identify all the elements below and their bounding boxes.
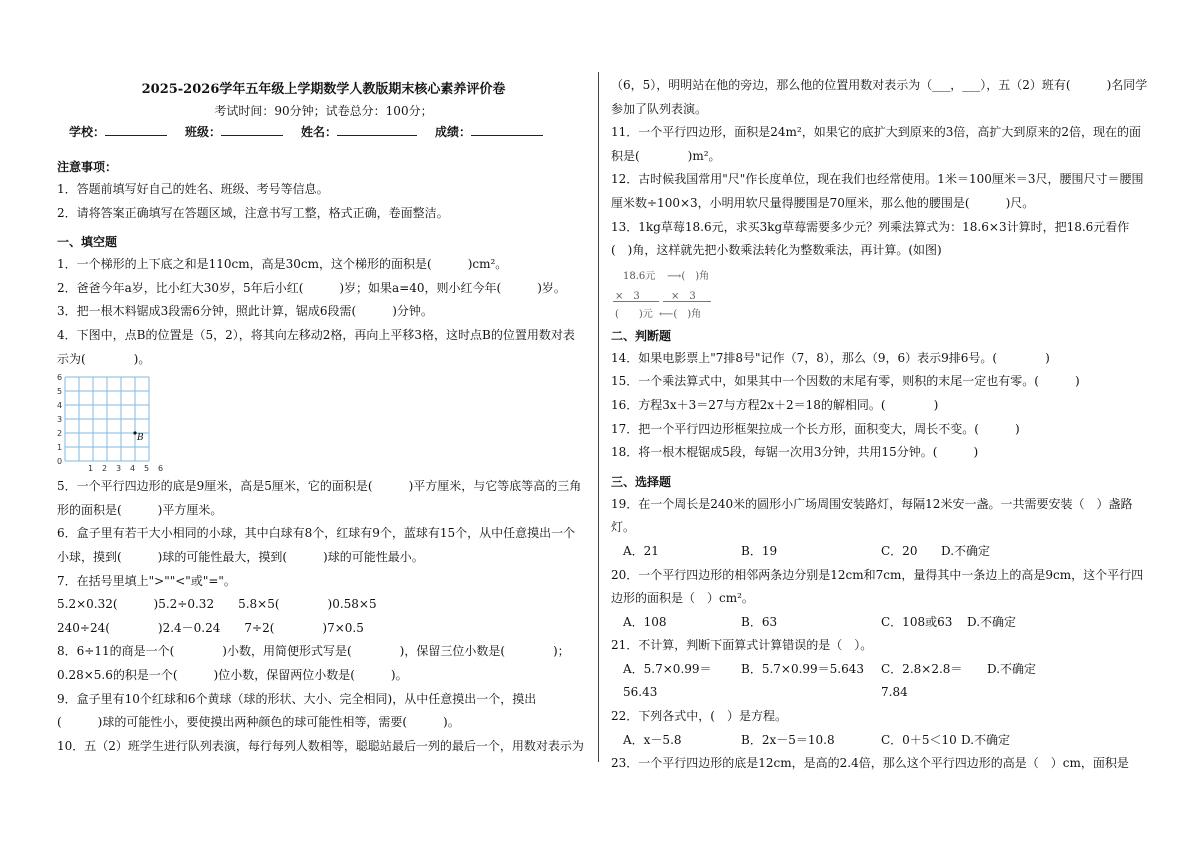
- question-22-options: [623, 729, 1151, 753]
- option-d[interactable]: D.不确定: [961, 732, 1011, 747]
- class-blank[interactable]: [221, 121, 283, 136]
- school-field[interactable]: [69, 121, 167, 142]
- question-17: 17．把一个平行四边形框架拉成一个长方形，面积变大，周长不变。( ): [611, 421, 1020, 436]
- fig-arrow-bottom: ⟵( )角: [659, 308, 702, 320]
- option-a[interactable]: A．21: [623, 543, 659, 558]
- question-7: 7．在括号里填上">""<"或"="。: [57, 573, 236, 588]
- question-4-line1: 4．下图中，点B的位置是（5，2），将其向左移动2格，再向上平移3格，这时点B的位置用数对表: [57, 327, 575, 342]
- question-7-row1: 5.2×0.32( )5.2÷0.32 5.8×5( )0.58×5: [57, 597, 377, 612]
- y-tick-label: 1: [57, 443, 63, 453]
- question-8-line2: 0.28×5.6的积是一个( )位小数，保留两位小数是( )。: [57, 667, 408, 682]
- question-16: 16．方程3x＋3＝27与方程2x＋2＝18的解相同。( ): [611, 397, 939, 412]
- exam-subtitle: 考试时间：90分钟；试卷总分：100分；: [214, 104, 433, 118]
- school-blank[interactable]: [105, 121, 167, 136]
- notes-heading: 注意事项：: [57, 160, 118, 174]
- question-9-line2: ( )球的可能性小，要使摸出两种颜色的球可能性相等，需要( )。: [57, 715, 460, 730]
- option-b[interactable]: B．5.7×0.99＝5.643: [741, 661, 865, 676]
- school-label: 学校：: [69, 125, 106, 139]
- question-21: 21．不计算，判断下面算式计算错误的是（ ）。: [611, 638, 873, 653]
- question-5-line2: 形的面积是( )平方厘米。: [57, 502, 223, 517]
- question-10-line1: 10．五（2）班学生进行队列表演，每行每列人数相等，聪聪站最后一列的最后一个，用数对表示为: [57, 738, 584, 753]
- question-1: 1．一个梯形的上下底之和是110cm，高是30cm，这个梯形的面积是( )cm²。: [57, 257, 508, 272]
- question-18: 18．将一根木棍锯成5段，每锯一次用3分钟，共用15分钟。( ): [611, 445, 979, 460]
- option-c[interactable]: C．0＋5＜10: [881, 732, 957, 747]
- question-13-line2: ( )角，这样就先把小数乘法转化为整数乘法，再计算。(如图): [611, 243, 942, 258]
- multiplication-figure: [611, 263, 1151, 319]
- question-20-options: [623, 611, 1151, 635]
- option-a[interactable]: A．5.7×0.99＝56.43: [623, 661, 712, 700]
- score-label: 成绩：: [435, 125, 472, 139]
- question-21-options: [623, 658, 1151, 705]
- option-b[interactable]: B．63: [741, 614, 778, 629]
- option-b[interactable]: B．2x－5＝10.8: [741, 732, 835, 747]
- option-b[interactable]: B．19: [741, 543, 778, 558]
- name-field[interactable]: [301, 121, 417, 142]
- question-12-line1: 12．古时候我国常用"尺"作长度单位，现在我们也经常使用。1米＝100厘米＝3尺，腰围尺寸＝腰围: [611, 172, 1144, 187]
- y-tick-label: 0: [57, 457, 63, 467]
- option-c[interactable]: C．20: [881, 543, 918, 558]
- coordinate-grid: [57, 373, 167, 473]
- question-7-row2: 240÷24( )2.4－0.24 7÷2( )7×0.5: [57, 620, 364, 635]
- left-column: [57, 74, 590, 758]
- question-4-line2: 示为( )。: [57, 351, 151, 366]
- score-blank[interactable]: [471, 121, 543, 136]
- question-11-line2: 积是( )m²。: [611, 148, 721, 163]
- y-tick-label: 5: [57, 387, 63, 397]
- question-19-options: [623, 540, 1151, 564]
- question-6-line1: 6．盒子里有若干大小相同的小球，其中白球有8个，红球有9个，蓝球有15个，从中任意摸出一个: [57, 526, 576, 541]
- option-d[interactable]: D.不确定: [967, 614, 1017, 629]
- coordinate-grid-figure: [57, 373, 590, 473]
- section-fill-heading: 一、填空题: [57, 235, 118, 250]
- fig-line-right: [663, 301, 711, 302]
- question-3: 3．把一根木料锯成3段需6分钟，照此计算，锯成6段需( )分钟。: [57, 304, 433, 319]
- name-blank[interactable]: [337, 121, 417, 136]
- question-5-line1: 5．一个平行四边形的底是9厘米，高是5厘米，它的面积是( )平方厘米，与它等底等高的三角: [57, 479, 582, 494]
- option-a[interactable]: A．x－5.8: [623, 732, 682, 747]
- question-10-line2: （6，5），明明站在他的旁边，那么他的位置用数对表示为（___，___），五（2）班有( )名同学: [611, 78, 1148, 92]
- note-item: 1．答题前填写好自己的姓名、班级、考号等信息。: [57, 182, 329, 196]
- question-19-line1: 19．在一个周长是240米的圆形小广场周围安装路灯，每隔12米安一盏。一共需要安装（ ）盏路: [611, 496, 1133, 511]
- student-info-row: [69, 121, 590, 142]
- fig-top-left: 18.6元: [623, 270, 656, 282]
- class-label: 班级：: [185, 125, 222, 139]
- question-11-line1: 11．一个平行四边形，面积是24m²，如果它的底扩大到原来的3倍，高扩大到原来的2倍，现在的面: [611, 125, 1142, 140]
- question-9-line1: 9．盒子里有10个红球和6个黄球（球的形状、大小、完全相同)，从中任意摸出一个，摸出: [57, 691, 537, 706]
- exam-title: 2025-2026学年五年级上学期数学人教版期末核心素养评价卷: [141, 82, 506, 97]
- question-20-line1: 20．一个平行四边形的相邻两条边分别是12cm和7cm，量得其中一条边上的高是9cm，这个平行四: [611, 567, 1144, 582]
- point-b-label: B: [137, 433, 144, 444]
- question-6-line2: 小球，摸到( )球的可能性最大，摸到( )球的可能性最小。: [57, 549, 424, 564]
- question-20-line2: 边形的面积是（ ）cm²。: [611, 591, 754, 606]
- fig-line-left: [613, 301, 659, 302]
- y-tick-label: 3: [57, 415, 63, 425]
- question-23: 23．一个平行四边形的底是12cm，是高的2.4倍，那么这个平行四边形的高是（ ）cm，面积是: [611, 756, 1129, 771]
- question-13-line1: 13．1kg草莓18.6元，求买3kg草莓需要多少元？列乘法算式为：18.6×3计算时，把18.6元看作: [611, 219, 1130, 234]
- x-tick-label: 5: [144, 464, 150, 474]
- column-divider: [598, 72, 599, 762]
- section-judge-heading: 二、判断题: [611, 328, 672, 343]
- y-tick-label: 2: [57, 429, 63, 439]
- right-column: [611, 74, 1151, 776]
- question-8-line1: 8．6÷11的商是一个( )小数，用简便形式写是( )，保留三位小数是( )；: [57, 644, 570, 659]
- option-d[interactable]: D.不确定: [941, 543, 991, 558]
- question-14: 14．如果电影票上"7排8号"记作（7，8），那么（9，6）表示9排6号。( ): [611, 350, 1050, 365]
- section-choice-heading: 三、选择题: [611, 474, 672, 489]
- x-tick-label: 6: [158, 464, 164, 474]
- question-22: 22．下列各式中，( ）是方程。: [611, 709, 787, 724]
- fig-times-left: × 3: [615, 290, 640, 302]
- x-tick-label: 2: [102, 464, 108, 474]
- y-tick-label: 6: [57, 373, 63, 383]
- option-c[interactable]: C．2.8×2.8＝7.84: [881, 661, 963, 700]
- fig-arrow-top: ⟶( )角: [667, 270, 710, 282]
- question-10-line3: 参加了队列表演。: [611, 101, 708, 116]
- question-19-line2: 灯。: [611, 520, 636, 535]
- x-tick-label: 1: [88, 464, 94, 474]
- option-d[interactable]: D.不确定: [987, 661, 1037, 676]
- score-field[interactable]: [435, 121, 543, 142]
- fig-times-right: × 3: [671, 290, 696, 302]
- option-a[interactable]: A．108: [623, 614, 667, 629]
- question-15: 15．一个乘法算式中，如果其中一个因数的末尾有零，则积的末尾一定也有零。( ): [611, 374, 1080, 389]
- option-c[interactable]: C．108或63: [881, 614, 953, 629]
- name-label: 姓名：: [301, 125, 338, 139]
- class-field[interactable]: [185, 121, 283, 142]
- x-tick-label: 3: [116, 464, 122, 474]
- fig-bottom-left: ( )元: [615, 308, 653, 320]
- question-2: 2．爸爸今年a岁，比小红大30岁，5年后小红( )岁；如果a=40，则小红今年( )岁。: [57, 280, 566, 295]
- note-item: 2．请将答案正确填写在答题区域，注意书写工整，格式正确，卷面整洁。: [57, 205, 449, 220]
- question-12-line2: 厘米数÷100×3，小明用软尺量得腰围是70厘米，那么他的腰围是( )尺。: [611, 195, 1035, 210]
- y-tick-label: 4: [57, 401, 63, 411]
- x-tick-label: 4: [130, 464, 136, 474]
